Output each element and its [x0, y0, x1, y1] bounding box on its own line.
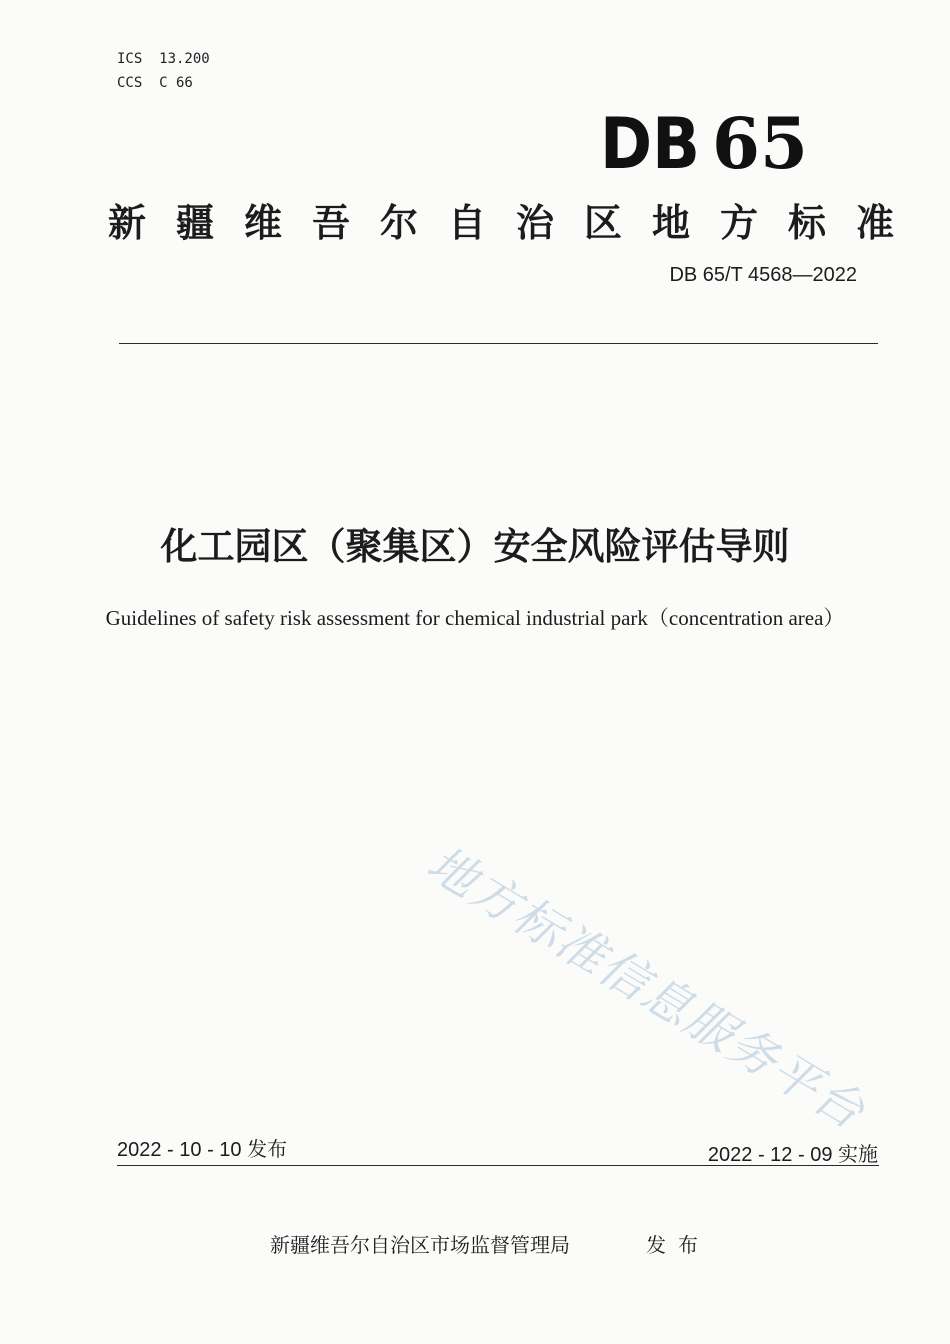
- classification-codes: [117, 47, 210, 95]
- document-english-title: Guidelines of safety risk assessment for chemical industrial park（concentration area）: [105, 606, 845, 630]
- top-divider: [119, 343, 878, 344]
- publisher-name: 新疆维吾尔自治区市场监督管理局: [270, 1233, 570, 1257]
- document-title: 化工园区（聚集区）安全风险评估导则: [160, 525, 790, 568]
- ics-code: ICS 13.200: [117, 51, 210, 67]
- svg-text:DB: DB: [600, 104, 700, 176]
- watermark: 地方标准信息服务平台: [417, 835, 875, 1141]
- implementation-date: 2022 - 12 - 09 实施: [707, 1144, 878, 1166]
- issue-date: 2022 - 10 - 10 发布: [117, 1139, 288, 1161]
- ccs-code: CCS C 66: [117, 75, 193, 91]
- svg-text:65: 65: [712, 104, 808, 176]
- publish-label: 发布: [646, 1233, 710, 1257]
- standard-category: 新疆维吾尔自治区地方标准: [108, 200, 925, 245]
- db65-logo: [600, 104, 810, 176]
- standard-number: DB 65/T 4568—2022: [669, 264, 857, 286]
- bottom-divider: [117, 1165, 879, 1166]
